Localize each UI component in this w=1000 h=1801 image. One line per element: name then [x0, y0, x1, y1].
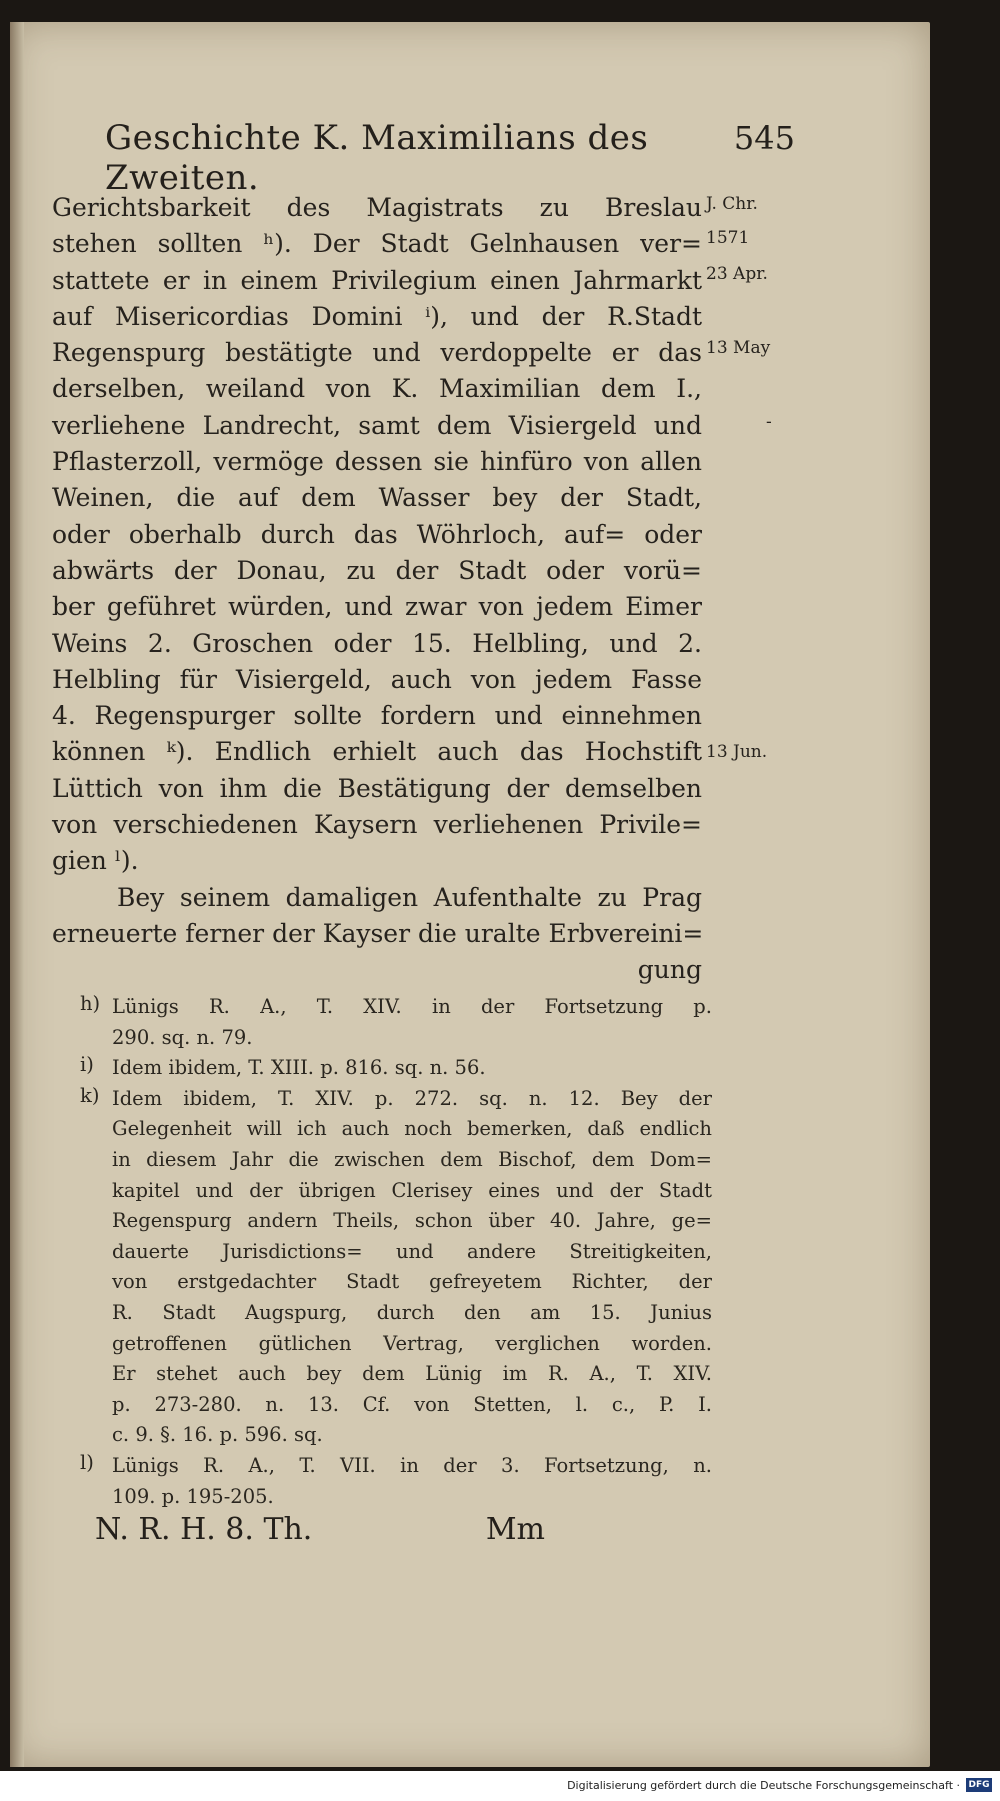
footnote-h — [80, 992, 712, 1053]
book-page — [10, 22, 930, 1767]
margin-note: 13 May — [706, 338, 771, 358]
text-line: erneuerte ferner der Kayser die uralte Erbvereini= — [52, 918, 704, 948]
credit-bar — [0, 1771, 1000, 1801]
footnote-line: getroffenen gütlichen Vertrag, verglichen worden. — [112, 1331, 712, 1355]
footnote-line: Lünigs R. A., T. VII. in der 3. Fortsetzung, n. — [112, 1453, 712, 1477]
running-title: Geschichte K. Maximilians des Zweiten. — [105, 118, 649, 198]
main-text — [52, 190, 702, 989]
margin-note: 23 Apr. — [706, 264, 768, 284]
footnote-line: Regenspurg andern Theils, schon über 40. Jahre, ge= — [112, 1209, 712, 1233]
signature-line — [95, 1512, 545, 1547]
footnote-mark: i) — [80, 1053, 94, 1077]
margin-note: - — [766, 412, 772, 432]
footnote-line: 290. sq. n. 79. — [112, 1025, 253, 1049]
text-line: können ᵏ). Endlich erhielt auch das Hochstift — [52, 737, 702, 767]
footnote-line: R. Stadt Augspurg, durch den am 15. Junius — [112, 1300, 712, 1324]
text-line: Helbling für Visiergeld, auch von jedem Fasse — [52, 664, 702, 694]
footnote-line: Lünigs R. A., T. XIV. in der Fortsetzung p. — [112, 995, 712, 1018]
footnote-line: Gelegenheit will ich auch noch bemerken, daß endlich — [112, 1117, 712, 1141]
volume-signature: N. R. H. 8. Th. — [95, 1512, 313, 1547]
footnotes — [80, 992, 712, 1512]
footnote-line: von erstgedachter Stadt gefreyetem Richter, der — [112, 1270, 712, 1294]
footnote-line: Idem ibidem, T. XIV. p. 272. sq. n. 12. Bey der — [112, 1086, 712, 1110]
text-line: Lüttich von ihm die Bestätigung der demselben — [52, 773, 702, 803]
footnote-mark: k) — [80, 1083, 100, 1107]
footnote-line: dauerte Jurisdictions= und andere Streitigkeiten, — [112, 1239, 712, 1263]
footnote-line: Er stehet auch bey dem Lünig im R. A., T. XIV. — [112, 1362, 712, 1386]
sheet-signature: Mm — [485, 1512, 545, 1547]
text-line: stehen sollten ʰ). Der Stadt Gelnhausen ver= — [52, 229, 702, 259]
footnote-i — [80, 1053, 712, 1084]
footnote-line: kapitel und der übrigen Clerisey eines und der Stadt — [112, 1178, 712, 1202]
credit-text: Digitalisierung gefördert durch die Deutsche Forschungsgemeinschaft · — [567, 1779, 960, 1792]
text-line: Gerichtsbarkeit des Magistrats zu Breslau — [52, 193, 702, 222]
footnote-line: p. 273-280. n. 13. Cf. von Stetten, l. c., P. I. — [112, 1392, 712, 1416]
footnote-k — [80, 1084, 712, 1451]
margin-note: J. Chr. — [706, 194, 758, 214]
footnote-mark: h) — [80, 992, 101, 1015]
text-line: stattete er in einem Privilegium einen Jahrmarkt — [52, 265, 702, 295]
page-header — [105, 118, 795, 198]
text-line: ber geführet würden, und zwar von jedem Eimer — [52, 592, 702, 622]
margin-note: 13 Jun. — [706, 742, 768, 762]
text-line: oder oberhalb durch das Wöhrloch, auf= oder — [52, 519, 702, 549]
footnote-l — [80, 1451, 712, 1512]
text-line: abwärts der Donau, zu der Stadt oder vorü= — [52, 555, 702, 585]
footnote-line: c. 9. §. 16. p. 596. sq. — [112, 1423, 323, 1447]
text-line: Weins 2. Groschen oder 15. Helbling, und 2. — [52, 628, 702, 658]
text-line: verliehene Landrecht, samt dem Visiergeld und — [52, 410, 702, 440]
footnote-line: in diesem Jahr die zwischen dem Bischof, dem Dom= — [112, 1147, 712, 1171]
text-line: Weinen, die auf dem Wasser bey der Stadt, — [52, 483, 702, 513]
catchword: gung — [637, 955, 702, 985]
page-left-edge — [10, 22, 24, 1767]
text-line: auf Misericordias Domini ⁱ), und der R.Stadt — [52, 301, 702, 331]
text-line: Pflasterzoll, vermöge dessen sie hinfüro von allen — [52, 447, 702, 477]
text-line: Regenspurg bestätigte und verdoppelte er das — [52, 338, 702, 368]
text-line: derselben, weiland von K. Maximilian dem I., — [52, 374, 702, 404]
footnote-line: Idem ibidem, T. XIII. p. 816. sq. n. 56. — [112, 1056, 486, 1080]
text-line: Bey seinem damaligen Aufenthalte zu Prag — [117, 882, 702, 912]
footnote-line: 109. p. 195-205. — [112, 1484, 274, 1508]
text-line: 4. Regenspurger sollte fordern und einnehmen — [52, 701, 702, 731]
footnote-mark: l) — [80, 1450, 94, 1474]
page-number: 545 — [733, 119, 795, 157]
text-line: von verschiedenen Kaysern verliehenen Privile= — [52, 810, 702, 840]
dfg-logo-icon: DFG — [966, 1778, 992, 1792]
margin-note: 1571 — [706, 228, 750, 248]
text-line: gien ˡ). — [52, 846, 139, 876]
